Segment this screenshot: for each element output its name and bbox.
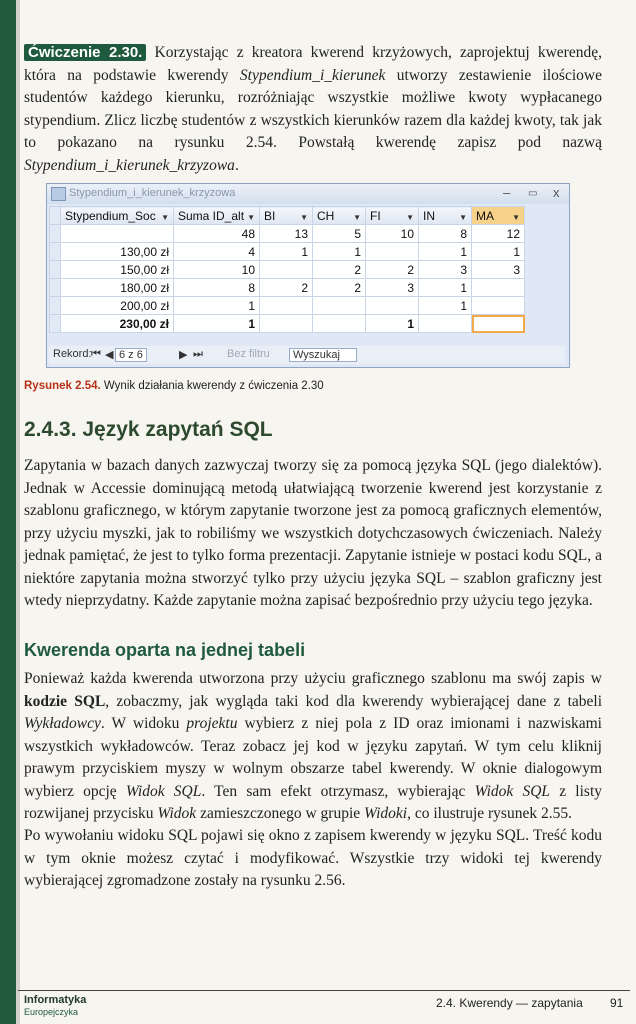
row-selector[interactable] [50,315,61,333]
row-selector[interactable] [50,261,61,279]
figure-caption-text: Wynik działania kwerendy z ćwiczenia 2.30 [100,380,324,392]
query-name: Stypendium_i_kierunek [239,66,386,84]
table-cell[interactable]: 48 [174,225,260,243]
table-cell[interactable] [366,297,419,315]
previous-record-icon[interactable]: ◀ [105,349,114,361]
column-header[interactable] [313,207,366,225]
subsection-paragraph-1 [24,668,602,826]
table-cell[interactable]: 200,00 zł [61,297,174,315]
column-header-label: FI [370,208,381,223]
table-cell[interactable] [366,243,419,261]
italic-term: Widok [157,805,197,822]
italic-term: Widok SQL [125,782,202,800]
row-selector[interactable] [50,297,61,315]
table-cell[interactable]: 3 [366,279,419,297]
table-cell[interactable]: 180,00 zł [61,279,174,297]
table-cell[interactable]: 4 [174,243,260,261]
first-record-icon[interactable]: ⏮ [91,348,101,360]
text-span: zamieszczonego w grupie [196,805,365,822]
dropdown-arrow-icon[interactable]: ▼ [247,212,255,222]
table-cell[interactable]: 5 [313,225,366,243]
table-cell[interactable]: 230,00 zł [61,315,174,333]
bold-term: kodzie SQL [24,692,106,710]
row-selector[interactable] [50,279,61,297]
table-cell[interactable]: 2 [366,261,419,279]
dropdown-arrow-icon[interactable]: ▼ [406,212,414,222]
italic-term: Widok SQL [474,782,551,800]
row-selector[interactable] [50,243,61,261]
exercise-text-c: . [234,156,239,174]
column-header[interactable] [366,207,419,225]
dropdown-arrow-icon[interactable]: ▼ [512,212,520,222]
table-cell[interactable]: 8 [419,225,472,243]
window-title: Stypendium_i_kierunek_krzyzowa [69,187,236,199]
table-cell[interactable]: 2 [313,261,366,279]
table-cell[interactable]: 130,00 zł [61,243,174,261]
dropdown-arrow-icon[interactable]: ▼ [161,212,169,222]
section-paragraph: Zapytania w bazach danych zazwyczaj tworzy się za pomocą języka SQL (jego dialektów). Jednak w Accessie dominującą metodą ułatwiającą tworzenie kwerend jest korzystanie z szablonu graficznego, w którym zapytanie tworzone jest za pomocą graficznych elementów, przy użyciu myszki, jak to robiliśmy we wszystkich dotychczasowych ćwiczeniach. Należy jednak pamiętać, że jest to tylko forma prezentacji. Zapytanie istnieje w postaci kodu SQL, a niektóre zapytania można stworzyć tylko przy użyciu języka SQL – szablon graficzny jest wtedy nieprzydatny. Każde zapytanie można zapisać bezpośrednio przy użyciu tego języka. [24,457,602,609]
table-cell[interactable] [260,297,313,315]
table-cell[interactable] [260,261,313,279]
dropdown-arrow-icon[interactable]: ▼ [300,212,308,222]
column-header[interactable] [61,207,174,225]
italic-term: projektu [186,715,238,732]
page-number: 91 [610,996,624,1010]
italic-term: Wykładowcy [24,715,101,732]
logo-line-1: Informatyka [24,994,87,1006]
subsection-paragraph-2: Po wywołaniu widoku SQL pojawi się okno z zapisem kwerendy w języku SQL. Treść kodu w tym oknie możesz czytać i modyfikować. Wszystkie trzy widoki tej kwerendy wybierającej zgromadzone zostały na rysunku 2.56. [24,827,602,889]
exercise-paragraph [24,42,602,177]
table-cell-selected[interactable] [472,315,525,333]
exercise-label: Ćwiczenie 2.30. [24,44,146,61]
table-cell[interactable]: 8 [174,279,260,297]
figure-label: Rysunek 2.54. [24,380,101,392]
table-row [50,225,525,243]
filter-status[interactable]: Bez filtru [227,348,270,360]
minimize-button[interactable]: – [503,185,511,200]
book-spine [0,0,16,1024]
table-cell[interactable]: 1 [419,279,472,297]
dropdown-arrow-icon[interactable]: ▼ [459,212,467,222]
maximize-button[interactable]: ▭ [528,188,538,199]
save-name: Stypendium_i_kierunek_krzyzowa [24,156,235,174]
table-cell[interactable]: 1 [419,297,472,315]
select-all-corner[interactable] [50,207,61,225]
table-row [50,279,525,297]
footer-rule [18,990,630,991]
row-selector[interactable] [50,225,61,243]
running-head: 2.4. Kwerendy — zapytania [436,996,583,1010]
subsection-heading: Kwerenda oparta na jednej tabeli [24,640,306,660]
column-header[interactable] [174,207,260,225]
table-cell[interactable]: 150,00 zł [61,261,174,279]
record-navigation-bar [49,346,565,364]
exercise-text-b: utworzy zestawienie ilościowe studentów każdego kierunku, rozróżniając wszystkie możliwe kwoty wypłacanego stypendium. Zlicz liczbę studentów z wszystkich kierunków razem dla każdej kwoty, tak jak to pokazano na rysunku 2.54. Powstałą kwerendę zapisz pod nazwą [24,66,602,151]
text-span: wybierz z niej pola z ID oraz imionami i nazwiskami wszystkich wykładowców. Teraz zobacz jej kod w języku zapytań. W tym celu kliknij prawym przyciskiem myszy w wolnym obszarze tabel kwerendy. W oknie dialogowym wybierz opcję [24,715,602,800]
table-cell[interactable] [61,225,174,243]
column-header-label: MA [476,208,494,223]
datasheet-grid [49,206,525,333]
table-row [50,261,525,279]
page [18,0,630,1024]
table-cell[interactable] [313,315,366,333]
next-record-icon[interactable]: ▶ [179,349,188,361]
text-span: Ponieważ każda kwerenda utworzona przy użyciu graficznego szablonu ma swój zapis w [24,670,602,687]
close-button[interactable]: x [553,185,560,200]
record-position-field[interactable]: 6 z 6 [115,348,147,362]
text-span: . Ten sam efekt otrzymasz, wybierając [201,782,475,800]
table-cell[interactable]: 1 [260,243,313,261]
text-span: , co ilustruje rysunek 2.55. [407,805,572,822]
access-query-window [46,183,570,368]
table-cell[interactable] [260,315,313,333]
italic-term: Widoki [364,805,408,822]
table-cell[interactable]: 10 [174,261,260,279]
figure-caption [24,380,324,392]
table-cell[interactable]: 1 [313,243,366,261]
table-cell[interactable]: 3 [472,261,525,279]
window-titlebar[interactable] [47,184,569,204]
table-row [50,243,525,261]
table-cell[interactable]: 10 [366,225,419,243]
table-cell[interactable]: 1 [174,315,260,333]
column-header-selected[interactable] [472,207,525,225]
exercise-text-a: Korzystając z kreatora kwerend krzyżowych, zaprojektuj kwerendę, która na podstawie kwerendy [24,44,602,84]
table-cell[interactable] [472,279,525,297]
table-cell[interactable]: 1 [419,243,472,261]
column-header[interactable] [260,207,313,225]
table-cell[interactable] [472,297,525,315]
table-row [50,297,525,315]
column-header-label: IN [423,208,435,223]
table-row-current [50,315,525,333]
last-record-icon[interactable]: ⏭ [193,348,203,360]
table-cell[interactable]: 3 [419,261,472,279]
table-cell[interactable]: 2 [260,279,313,297]
series-logo [24,994,86,1018]
table-cell[interactable]: 12 [472,225,525,243]
table-cell[interactable] [313,297,366,315]
logo-line-2: Europejczyka [24,1007,79,1017]
section-heading: 2.4.3. Język zapytań SQL [24,418,273,441]
column-header-label: Stypendium_Soc [65,208,156,223]
column-header-label: CH [317,208,335,223]
table-cell[interactable] [419,315,472,333]
column-header-label: BI [264,208,276,223]
column-header[interactable] [419,207,472,225]
table-cell[interactable]: 2 [313,279,366,297]
search-input[interactable]: Wyszukaj [289,348,357,362]
header-row [50,207,525,225]
table-cell[interactable]: 1 [174,297,260,315]
query-icon [51,187,66,201]
table-cell[interactable]: 1 [472,243,525,261]
table-cell[interactable]: 13 [260,225,313,243]
text-span: . W widoku [100,715,187,732]
dropdown-arrow-icon[interactable]: ▼ [353,212,361,222]
text-span: z listy rozwijanej przycisku [24,782,603,822]
text-span: , zobaczmy, jak wygląda taki kod dla kwerendy wybierającej dane z tabeli [105,692,602,710]
record-label: Rekord: [53,348,92,360]
table-cell[interactable]: 1 [366,315,419,333]
column-header-label: Suma ID_alt [178,208,245,223]
